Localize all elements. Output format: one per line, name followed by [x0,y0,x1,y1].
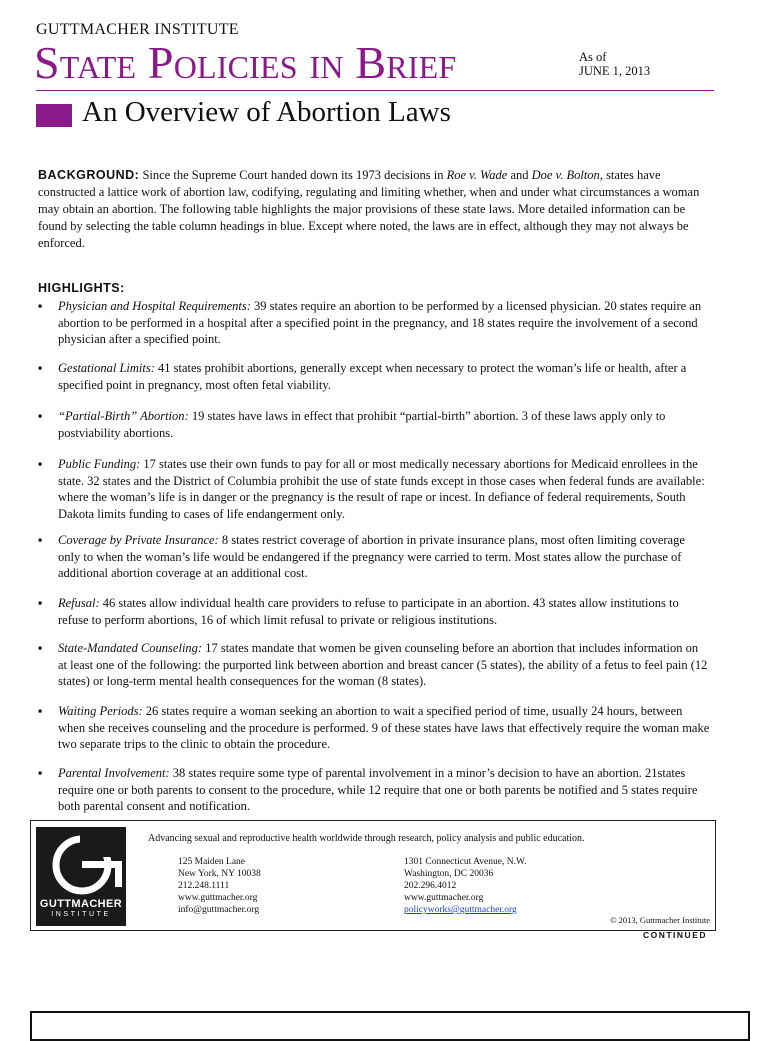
case-roe-v-wade: Roe v. Wade [446,168,508,182]
header-rule [36,90,714,91]
subtitle-square-icon [36,104,72,127]
background-text-1: Since the Supreme Court handed down its 1973 decisions in [139,168,447,182]
bullet-icon: ▪ [38,641,43,655]
highlight-title: Gestational Limits: [58,361,155,375]
as-of-date: JUNE 1, 2013 [579,64,651,78]
highlight-item [38,532,710,582]
highlight-item [38,595,710,628]
bullet-icon: ▪ [38,596,43,610]
bullet-icon: ▪ [38,361,43,375]
policyworks-email-link[interactable]: policyworks@guttmacher.org [404,905,517,915]
highlight-text: 41 states prohibit abortions, generally except when necessary to protect the woman’s life or health, after a specified point in pregnancy, most often fetal viability. [58,361,687,392]
address-line: 1301 Connecticut Avenue, N.W. [404,857,527,867]
highlight-title: Physician and Hospital Requirements: [58,299,251,313]
logo-text: GUTTMACHER [39,898,123,910]
background-label: BACKGROUND: [38,168,140,182]
next-section-box [30,1011,750,1041]
highlight-item [38,456,710,522]
bullet-icon: ▪ [38,766,43,780]
address-new-york [178,856,261,916]
background-text-2: , states have constructed a lattice work of abortion law, codifying, regulating and limiting whether, when and under what circumstances a woman may obtain an abortion. The following table highlights the major provisions of these state laws. More detailed information can be found by selecting the table column headings in blue. Except where noted, the laws are in effect, although they may not always be enforced. [38,168,700,250]
continued-label: CONTINUED [642,930,707,940]
mission-statement: Advancing sexual and reproductive health worldwide through research, policy analysis and public education. [148,833,585,844]
website-link[interactable]: www.guttmacher.org [404,893,484,903]
address-line: 125 Maiden Lane [178,857,246,867]
as-of-label: As of [579,50,607,64]
highlight-text: 46 states allow individual health care providers to refuse to participate in an abortion. 43 states allow institutions to refuse to perform abortions, 16 of which limit refusal to private or religious institutions. [58,596,679,627]
phone-number: 202.296.4012 [404,881,457,891]
highlight-item [38,640,710,690]
bullet-icon: ▪ [38,457,43,471]
highlight-item [38,360,710,393]
org-name: GUTTMACHER INSTITUTE [36,21,239,38]
bullet-icon: ▪ [38,704,43,718]
highlight-title: “Partial-Birth” Abortion: [58,409,189,423]
highlight-text: 17 states mandate that women be given counseling before an abortion that includes information on at least one of the following: the purported link between abortion and breast cancer (5 states), the ability of a fetus to feel pain (12 states) or long-term mental health consequences for the woman (8 states). [58,641,708,688]
copyright: © 2013, Guttmacher Institute [610,915,710,925]
highlight-item [38,298,710,348]
as-of-block [579,50,650,78]
logo-subtext: INSTITUTE [51,911,111,918]
highlight-item [38,703,710,753]
highlight-text: 17 states use their own funds to pay for all or most medically necessary abortions for Medicaid enrollees in the state. 32 states and the District of Columbia prohibit the use of state funds except in those cases when federal funds are available: where the woman’s life is in danger or the pregnancy is the result of rape or incest. In defiance of federal requirements, South Dakota limits funding to cases of life endangerment only. [58,457,705,521]
highlight-title: State-Mandated Counseling: [58,641,203,655]
highlight-title: Coverage by Private Insurance: [58,533,219,547]
bullet-icon: ▪ [38,299,43,313]
address-line: Washington, DC 20036 [404,869,494,879]
email-link[interactable]: info@guttmacher.org [178,905,260,915]
highlight-title: Public Funding: [58,457,141,471]
highlight-title: Waiting Periods: [58,704,143,718]
logo-g-icon [36,827,126,899]
highlight-text: 19 states have laws in effect that prohibit “partial-birth” abortion. 3 of these laws apply only to postviability abortions. [58,409,666,440]
background-text-and: and [507,168,532,182]
case-doe-v-bolton: Doe v. Bolton [531,168,600,182]
highlight-item [38,765,710,815]
highlight-text: 38 states require some type of parental involvement in a minor’s decision to have an abortion. 21states require one or both parents to consent to the procedure, while 12 require that one or both parents be notified and 5 states require both parental consent and notification. [58,766,698,813]
background-paragraph [38,167,710,252]
series-title: State Policies in Brief [34,37,457,88]
phone-number: 212.248.1111 [178,881,230,891]
bullet-icon: ▪ [38,533,43,547]
address-washington [404,856,526,916]
highlight-text: 39 states require an abortion to be performed by a licensed physician. 20 states require an abortion to be performed in a hospital after a specified point in the pregnancy, and 18 states require the involvement of a second physician after a specified point. [58,299,702,346]
bullet-icon: ▪ [38,409,43,423]
highlight-text: 26 states require a woman seeking an abortion to wait a specified period of time, usually 24 hours, between when she receives counseling and the procedure is performed. 9 of these states have laws that effectively require the woman make two separate trips to the clinic to obtain the procedure. [58,704,710,751]
website-link[interactable]: www.guttmacher.org [178,893,258,903]
highlight-title: Refusal: [58,596,100,610]
highlight-item [38,408,710,441]
address-line: New York, NY 10038 [178,869,261,879]
highlight-text: 8 states restrict coverage of abortion in private insurance plans, most often limiting coverage only to when the woman’s life would be endangered if the pregnancy were carried to term. Most states allow the purchase of additional abortion coverage at an additional cost. [58,533,685,580]
highlight-title: Parental Involvement: [58,766,170,780]
page-title: An Overview of Abortion Laws [82,96,451,128]
highlights-heading: HIGHLIGHTS: [38,281,125,295]
